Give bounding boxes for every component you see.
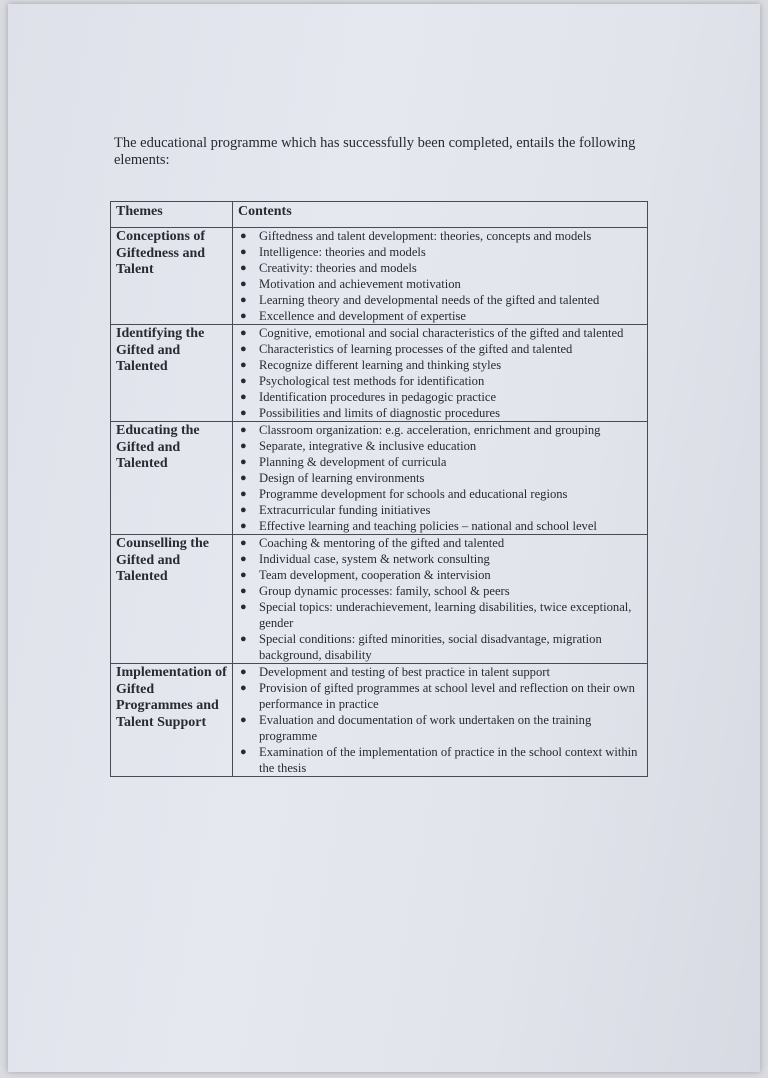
contents-cell xyxy=(233,325,648,422)
table-row xyxy=(111,325,648,422)
list-item xyxy=(235,357,645,373)
list-item xyxy=(235,276,645,292)
bullet-icon: ● xyxy=(240,310,247,322)
list-item-text: Team development, cooperation & intervision xyxy=(259,568,491,582)
theme-cell: Counselling the Gifted and Talented xyxy=(111,535,233,664)
list-item xyxy=(235,422,645,438)
bullet-icon: ● xyxy=(240,375,247,387)
table-header-row xyxy=(111,202,648,228)
list-item xyxy=(235,260,645,276)
list-item-text: Provision of gifted programmes at school level and reflection on their own performance in practice xyxy=(259,681,635,711)
bullet-icon: ● xyxy=(240,440,247,452)
bullet-icon: ● xyxy=(240,520,247,532)
theme-cell: Identifying the Gifted and Talented xyxy=(111,325,233,422)
bullet-icon: ● xyxy=(240,601,247,613)
list-item xyxy=(235,438,645,454)
bullet-icon: ● xyxy=(240,585,247,597)
list-item xyxy=(235,454,645,470)
list-item-text: Possibilities and limits of diagnostic procedures xyxy=(259,406,501,420)
content-list xyxy=(235,535,645,663)
bullet-icon: ● xyxy=(240,537,247,549)
list-item-text: Recognize different learning and thinking styles xyxy=(259,358,502,372)
list-item xyxy=(235,244,645,260)
bullet-icon: ● xyxy=(240,504,247,516)
bullet-icon: ● xyxy=(240,262,247,274)
list-item-text: Extracurricular funding initiatives xyxy=(259,503,431,517)
bullet-icon: ● xyxy=(240,424,247,436)
list-item-text: Cognitive, emotional and social characteristics of the gifted and talented xyxy=(259,326,624,340)
document-page xyxy=(8,4,760,1072)
content-list xyxy=(235,325,645,421)
header-themes: Themes xyxy=(111,202,233,228)
list-item-text: Learning theory and developmental needs of the gifted and talented xyxy=(259,293,600,307)
bullet-icon: ● xyxy=(240,488,247,500)
list-item xyxy=(235,712,645,744)
bullet-icon: ● xyxy=(240,666,247,678)
list-item xyxy=(235,551,645,567)
bullet-icon: ● xyxy=(240,407,247,419)
list-item-text: Separate, integrative & inclusive education xyxy=(259,439,477,453)
list-item-text: Excellence and development of expertise xyxy=(259,309,467,323)
list-item xyxy=(235,664,645,680)
intro-paragraph: The educational programme which has successfully been completed, entails the following elements: xyxy=(114,135,636,168)
bullet-icon: ● xyxy=(240,714,247,726)
content-list xyxy=(235,664,645,776)
bullet-icon: ● xyxy=(240,327,247,339)
table-row xyxy=(111,228,648,325)
list-item xyxy=(235,583,645,599)
list-item-text: Giftedness and talent development: theories, concepts and models xyxy=(259,229,592,243)
contents-cell xyxy=(233,422,648,535)
contents-cell xyxy=(233,664,648,777)
bullet-icon: ● xyxy=(240,746,247,758)
list-item-text: Coaching & mentoring of the gifted and talented xyxy=(259,536,505,550)
list-item xyxy=(235,486,645,502)
theme-cell: Implementation of Gifted Programmes and Talent Support xyxy=(111,664,233,777)
bullet-icon: ● xyxy=(240,391,247,403)
list-item-text: Group dynamic processes: family, school & peers xyxy=(259,584,510,598)
list-item-text: Characteristics of learning processes of the gifted and talented xyxy=(259,342,573,356)
list-item xyxy=(235,228,645,244)
list-item xyxy=(235,599,645,631)
list-item xyxy=(235,744,645,776)
list-item-text: Special conditions: gifted minorities, social disadvantage, migration background, disability xyxy=(259,632,602,662)
bullet-icon: ● xyxy=(240,359,247,371)
list-item xyxy=(235,631,645,663)
bullet-icon: ● xyxy=(240,343,247,355)
header-contents: Contents xyxy=(233,202,648,228)
list-item xyxy=(235,567,645,583)
list-item xyxy=(235,518,645,534)
list-item xyxy=(235,502,645,518)
bullet-icon: ● xyxy=(240,246,247,258)
table-row xyxy=(111,535,648,664)
content-list xyxy=(235,422,645,534)
table-row xyxy=(111,664,648,777)
list-item xyxy=(235,308,645,324)
list-item xyxy=(235,292,645,308)
contents-cell xyxy=(233,228,648,325)
theme-cell: Conceptions of Giftedness and Talent xyxy=(111,228,233,325)
contents-cell xyxy=(233,535,648,664)
bullet-icon: ● xyxy=(240,294,247,306)
list-item-text: Motivation and achievement motivation xyxy=(259,277,461,291)
bullet-icon: ● xyxy=(240,456,247,468)
programme-table xyxy=(110,201,648,777)
bullet-icon: ● xyxy=(240,682,247,694)
bullet-icon: ● xyxy=(240,472,247,484)
list-item-text: Examination of the implementation of practice in the school context within the thesis xyxy=(259,745,638,775)
list-item-text: Intelligence: theories and models xyxy=(259,245,426,259)
list-item-text: Design of learning environments xyxy=(259,471,425,485)
list-item-text: Effective learning and teaching policies – national and school level xyxy=(259,519,597,533)
list-item-text: Individual case, system & network consulting xyxy=(259,552,490,566)
list-item-text: Creativity: theories and models xyxy=(259,261,417,275)
bullet-icon: ● xyxy=(240,230,247,242)
list-item xyxy=(235,535,645,551)
list-item xyxy=(235,680,645,712)
bullet-icon: ● xyxy=(240,553,247,565)
list-item xyxy=(235,470,645,486)
list-item-text: Special topics: underachievement, learning disabilities, twice exceptional, gender xyxy=(259,600,632,630)
list-item-text: Classroom organization: e.g. acceleration, enrichment and grouping xyxy=(259,423,601,437)
list-item-text: Psychological test methods for identification xyxy=(259,374,485,388)
list-item xyxy=(235,341,645,357)
content-list xyxy=(235,228,645,324)
list-item-text: Programme development for schools and educational regions xyxy=(259,487,568,501)
bullet-icon: ● xyxy=(240,278,247,290)
list-item-text: Planning & development of curricula xyxy=(259,455,447,469)
bullet-icon: ● xyxy=(240,633,247,645)
list-item-text: Identification procedures in pedagogic practice xyxy=(259,390,497,404)
list-item-text: Development and testing of best practice in talent support xyxy=(259,665,550,679)
theme-cell: Educating the Gifted and Talented xyxy=(111,422,233,535)
list-item xyxy=(235,389,645,405)
bullet-icon: ● xyxy=(240,569,247,581)
list-item-text: Evaluation and documentation of work undertaken on the training programme xyxy=(259,713,592,743)
table-row xyxy=(111,422,648,535)
list-item xyxy=(235,405,645,421)
list-item xyxy=(235,325,645,341)
list-item xyxy=(235,373,645,389)
